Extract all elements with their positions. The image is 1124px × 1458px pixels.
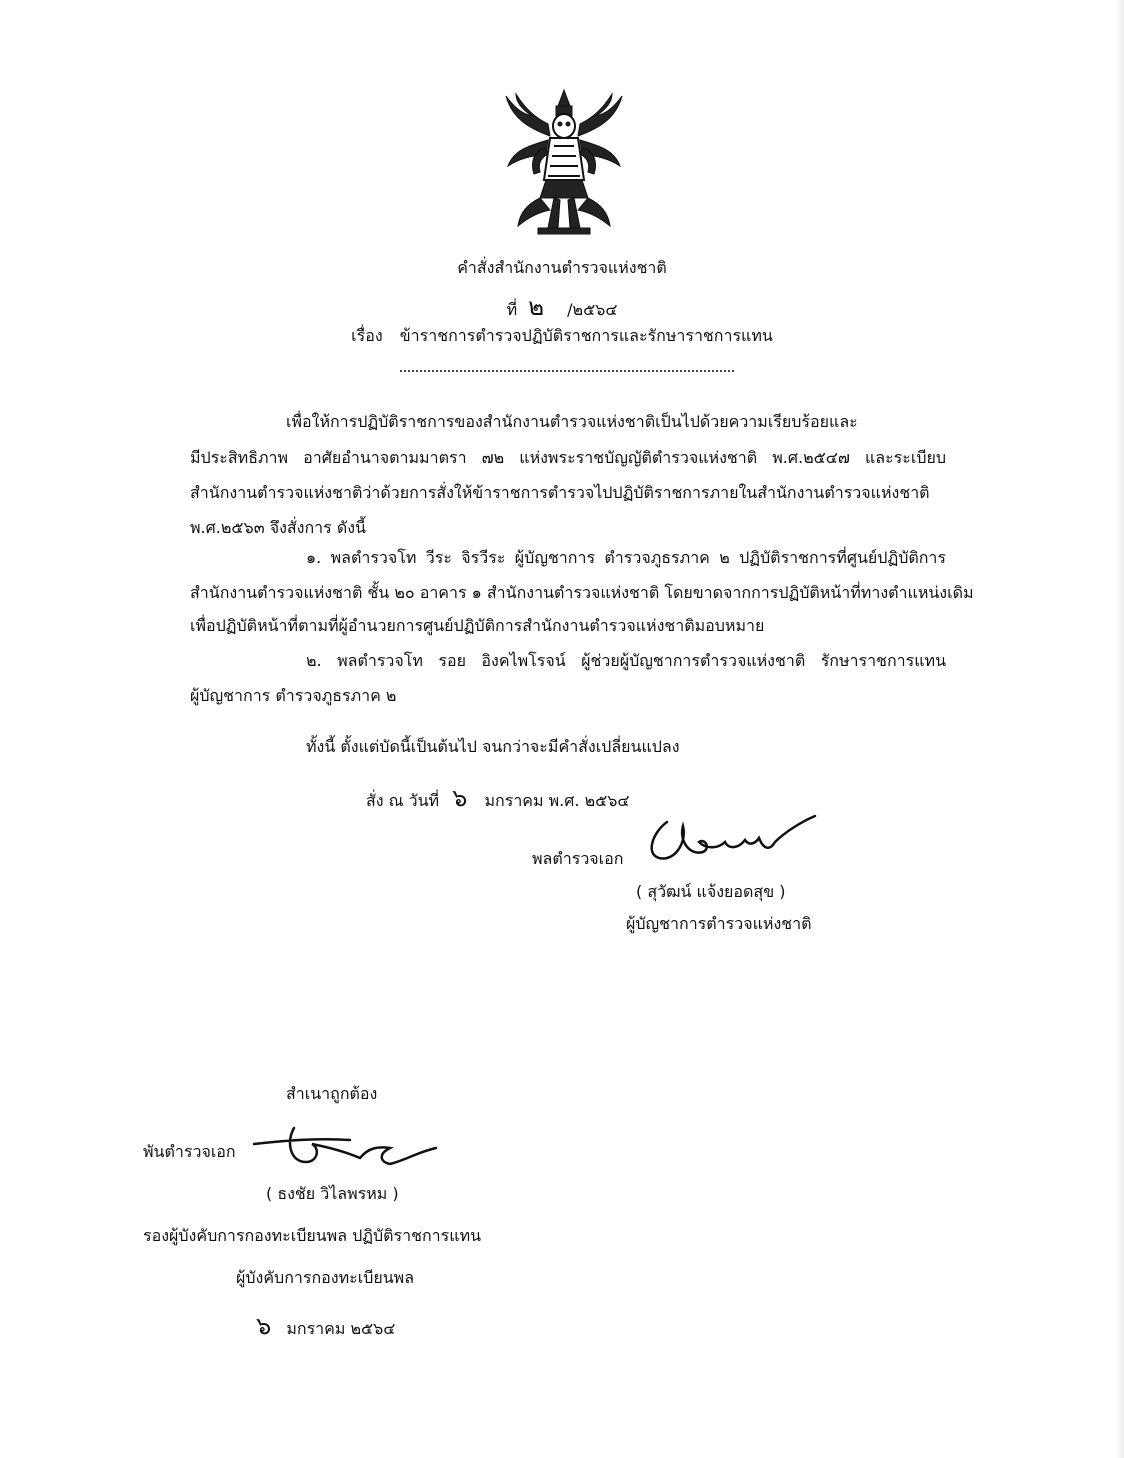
item-2-line: ๒. พลตำรวจโท รอย อิงคไพโรจน์ ผู้ช่วยผู้บัญชาการตำรวจแห่งชาติ รักษาราชการแทน xyxy=(306,651,946,670)
order-date xyxy=(366,778,630,817)
item-2-line: ผู้บัญชาการ ตำรวจภูธรภาค ๒ xyxy=(190,686,397,705)
item-1-line: เพื่อปฏิบัติหน้าที่ตามที่ผู้อำนวยการศูนย์ปฏิบัติการสำนักงานตำรวจแห่งชาติมอบหมาย xyxy=(190,616,765,635)
number-suffix: /๒๕๖๔ xyxy=(567,300,618,319)
subject-label: เรื่อง xyxy=(351,326,383,345)
signatory-rank: พลตำรวจเอก xyxy=(532,849,624,868)
item-1-line: ๑. พลตำรวจโท วีระ จิรวีระ ผู้บัญชาการ ตำรวจภูธรภาค ๒ ปฏิบัติราชการที่ศูนย์ปฏิบัติการ xyxy=(306,548,946,567)
body-line: พ.ศ.๒๕๖๓ จึงสั่งการ ดังนี้ xyxy=(190,518,366,537)
date-suffix: มกราคม พ.ศ. ๒๕๖๔ xyxy=(484,791,630,810)
copy-cert-name: ( ธงชัย วิไลพรหม ) xyxy=(266,1184,399,1203)
divider xyxy=(400,368,734,372)
copy-cert-position-1: รองผู้บังคับการกองทะเบียนพล ปฏิบัติราชการแทน xyxy=(143,1226,482,1245)
effective-clause: ทั้งนี้ ตั้งแต่บัดนี้เป็นต้นไป จนกว่าจะมีคำสั่งเปลี่ยนแปลง xyxy=(306,737,680,756)
copy-date-day-handwritten: ๖ xyxy=(256,1312,272,1340)
signatory-name: ( สุวัฒน์ แจ้งยอดสุข ) xyxy=(636,882,786,901)
signatory-position: ผู้บัญชาการตำรวจแห่งชาติ xyxy=(626,914,812,933)
document-title: คำสั่งสำนักงานตำรวจแห่งชาติ xyxy=(457,258,667,277)
body-line: มีประสิทธิภาพ อาศัยอำนาจตามมาตรา ๗๒ แห่งพระราชบัญญัติตำรวจแห่งชาติ พ.ศ.๒๕๔๗ และระเบียบ xyxy=(190,448,946,467)
signature-copy-cert xyxy=(250,1118,440,1178)
body-line: สำนักงานตำรวจแห่งชาติว่าด้วยการสั่งให้ข้าราชการตำรวจไปปฏิบัติราชการภายในสำนักงานตำรวจแห่งชาติ xyxy=(190,483,930,502)
document-subject xyxy=(0,324,1124,349)
copy-cert-position-2: ผู้บังคับการกองทะเบียนพล xyxy=(236,1268,415,1287)
number-handwritten: ๒ xyxy=(528,293,545,321)
date-prefix: สั่ง ณ วันที่ xyxy=(366,791,440,810)
garuda-emblem-icon xyxy=(498,88,630,236)
subject-text: ข้าราชการตำรวจปฏิบัติราชการและรักษาราชการแทน xyxy=(399,326,773,345)
number-prefix: ที่ xyxy=(506,300,518,319)
copy-cert-date xyxy=(256,1306,395,1345)
page-edge-shadow xyxy=(1114,0,1124,1458)
copy-date-rest: มกราคม ๒๕๖๔ xyxy=(286,1319,396,1338)
copy-cert-label: สำเนาถูกต้อง xyxy=(286,1084,378,1103)
document-number xyxy=(0,287,1124,326)
body-line: เพื่อให้การปฏิบัติราชการของสำนักงานตำรวจแห่งชาติเป็นไปด้วยความเรียบร้อยและ xyxy=(286,412,858,431)
signature-main xyxy=(645,812,825,872)
copy-cert-rank: พันตำรวจเอก xyxy=(143,1142,236,1161)
date-day-handwritten: ๖ xyxy=(452,784,468,812)
item-1-line: สำนักงานตำรวจแห่งชาติ ชั้น ๒๐ อาคาร ๑ สำนักงานตำรวจแห่งชาติ โดยขาดจากการปฏิบัติหน้าที่ทางตำแหน่งเดิม xyxy=(190,583,974,602)
